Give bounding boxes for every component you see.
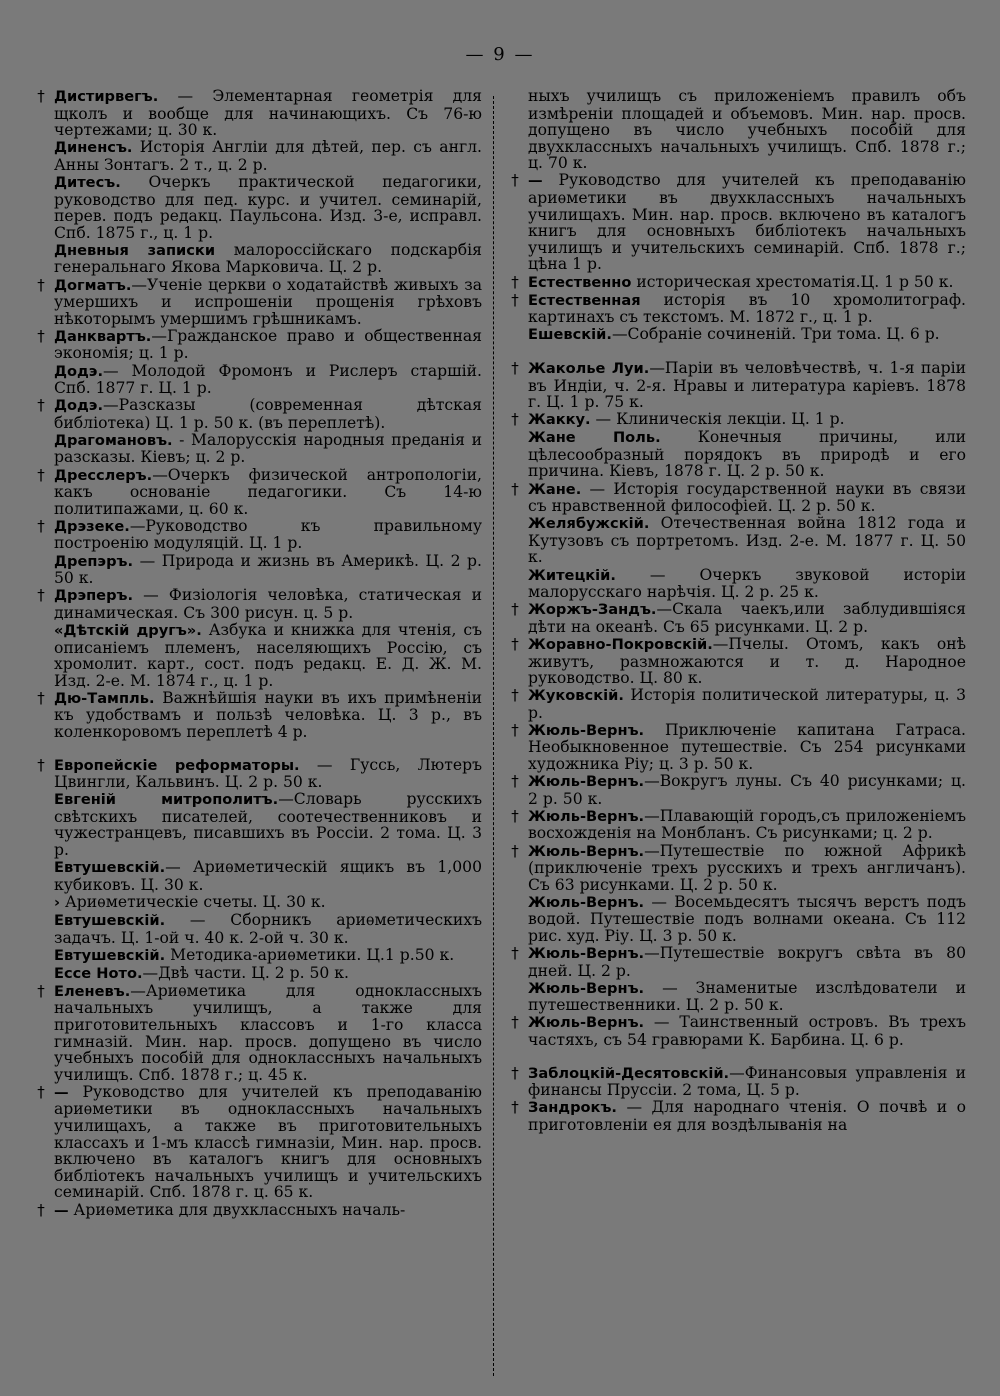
- catalog-entry: [32, 553, 482, 587]
- entry-description: Руководство для учителей къ преподаванію ариѳметики въ двухклассныхъ начальныхъ училищахъ. Мин. нар. просв. включено въ каталогъ книгъ для основныхъ библіотекъ начальныхъ училищъ и учительскихъ семинарій. Спб. 1878 г.; цѣна 1 р.: [528, 171, 966, 274]
- entry-description: —Разсказы (современная дѣтская библіотека) Ц. 1 р. 50 к. (въ переплетѣ).: [54, 396, 482, 432]
- entry-author: Жуковскій.: [528, 687, 624, 705]
- catalog-entry: [32, 757, 482, 791]
- entry-description: Руководство для учителей къ преподаванію ариѳметики въ одноклассныхъ начальныхъ училищахъ, а также въ приготовительныхъ классахъ и 1-мъ классѣ гимназіи, Мин. нар. просв. включено въ каталогъ книгъ для основныхъ библіотекъ начальныхъ училищъ и учительскихъ семинарій. Спб. 1878 г. ц. 65 к.: [54, 1082, 482, 1202]
- catalog-entry: [506, 945, 966, 979]
- entry-author: Додэ.: [54, 397, 104, 415]
- entry-author: Естественно: [528, 273, 632, 291]
- catalog-entry: [32, 432, 482, 466]
- entry-author: Жоржъ-Зандъ.: [528, 601, 657, 619]
- entry-description: малороссійскаго подскарбія генеральнаго Якова Марковича. Ц. 2 р.: [54, 240, 482, 277]
- dagger-mark: †: [37, 516, 45, 535]
- entry-author: Жаколье Луи.: [528, 359, 650, 377]
- dagger-mark: †: [511, 806, 519, 825]
- entry-description: — Элементарная геометрія для щколъ и вообще для начинающихъ. Съ 76-ю чертежами; ц. 30 к.: [54, 87, 482, 140]
- entry-description: —Ариѳметика для одноклассныхъ начальныхъ училищъ, а также для приготовительныхъ классовъ и 1-го класса гимназій. Мин. нар. просв. допущено въ число учебныхъ пособій для одноклассныхъ начальныхъ училищъ. Спб. 1878 г.; ц. 45 к.: [54, 981, 482, 1084]
- catalog-entry: [32, 363, 482, 397]
- entry-author: Додэ.: [54, 362, 104, 380]
- entry-author: Желябужскій.: [528, 515, 650, 533]
- dagger-mark: †: [511, 290, 519, 309]
- dagger-mark: †: [37, 586, 45, 605]
- catalog-entry: [32, 690, 482, 741]
- catalog-entry: [32, 947, 482, 965]
- entry-author: Жюль-Вернъ.: [528, 807, 645, 825]
- catalog-entry: [32, 587, 482, 621]
- catalog-entry: [32, 859, 482, 893]
- entry-description: — Природа и жизнь въ Америкѣ. Ц. 2 р. 50 к.: [54, 551, 482, 588]
- entry-author: Данквартъ.: [54, 327, 152, 345]
- dagger-mark: †: [511, 358, 519, 377]
- entry-author: Евтушевскій.: [54, 946, 166, 964]
- entry-description: ныхъ училищъ съ приложеніемъ правилъ объ измѣреніи площадей и объемовъ. Мин. нар. просв. допущено въ число учебныхъ пособій для двухклассныхъ начальныхъ училищъ. Спб. 1878 г.; ц. 70 к.: [528, 87, 966, 173]
- catalog-entry: [506, 980, 966, 1014]
- catalog-entry: [506, 292, 966, 326]
- entry-description: —Пчелы. Отомъ, какъ онѣ живутъ, размножаются и т. д. Народное руководство. Ц. 80 к.: [528, 634, 966, 688]
- catalog-entry: [32, 791, 482, 858]
- entry-author: Дитесъ.: [54, 173, 121, 191]
- entry-description: —Путешествіе по южной Африкѣ (приключеніе трехъ русскихъ и трехъ англичанъ). Съ 63 рисунками. Ц. 2 р. 50 к.: [528, 841, 966, 894]
- entry-description: Очеркъ практической педагогики, руководство для пед. курс. и учител. семинарій, перев. подъ редакц. Паульсона. Изд. 3-е, исправл. Спб. 1875 г., ц. 1 р.: [54, 172, 482, 242]
- dagger-mark: †: [37, 396, 45, 415]
- entry-description: исторія въ 10 хромолитограф. картинахъ съ текстомъ. М. 1872 г., ц. 1 р.: [528, 290, 966, 327]
- entry-author: Естественная: [528, 291, 641, 309]
- entry-author: Догматъ.: [54, 276, 132, 294]
- catalog-entry: [32, 242, 482, 276]
- entry-description: —Словарь русскихъ свѣтскихъ писателей, соотечественниковъ и чужестранцевъ, писавшихъ въ Россіи. 2 тома. Ц. 3 р.: [54, 790, 482, 860]
- entry-description: — Сборникъ ариѳметическихъ задачъ. Ц. 1-ой ч. 40 к. 2-ой ч. 30 к.: [54, 910, 482, 947]
- entry-description: — Для народнаго чтенія. О почвѣ и о приготовленіи ея для воздѣлыванія на: [528, 1098, 966, 1134]
- entry-description: — Ариѳметическій ящикъ въ 1,000 кубиковъ. Ц. 30 к.: [54, 858, 482, 894]
- entry-description: —Гражданское право и общественная экономія; ц. 1 р.: [54, 326, 482, 363]
- entry-author: Еленевъ.: [54, 982, 131, 1000]
- dagger-mark: †: [511, 272, 519, 291]
- entry-author: Жюль-Вернъ.: [528, 893, 645, 911]
- entry-description: —Вокругъ луны. Съ 40 рисунками; ц. 2 р. 50 к.: [528, 772, 966, 808]
- entry-description: Методика-ариѳметики. Ц.1 р.50 к.: [165, 945, 455, 964]
- entry-description: Ариѳметическіе счеты. Ц. 30 к.: [60, 892, 326, 911]
- column-divider: [493, 96, 494, 1376]
- dagger-mark: †: [511, 479, 519, 498]
- catalog-entry: [506, 1014, 966, 1048]
- dagger-mark: †: [511, 600, 519, 619]
- catalog-entry: [506, 687, 966, 721]
- entry-author: Драгомановъ.: [54, 431, 173, 449]
- entry-description: —Двѣ части. Ц. 2 р. 50 к.: [142, 963, 350, 982]
- entry-author: Житецкій.: [528, 566, 616, 584]
- catalog-entry: [32, 1202, 482, 1220]
- catalog-entry: [32, 1084, 482, 1201]
- dagger-mark: †: [37, 275, 45, 294]
- catalog-entry: [506, 360, 966, 411]
- dagger-mark: †: [511, 1098, 519, 1117]
- entry-author: Дневныя записки: [54, 241, 216, 259]
- entry-description: Исторія политической литературы, ц. 3 р.: [528, 686, 966, 722]
- entry-description: Приключеніе капитана Гатраса. Необыкновенное путешествіе. Съ 254 рисунками художника Ріу; ц. 3 р. 50 к.: [528, 720, 966, 774]
- catalog-entry: [506, 326, 966, 344]
- entry-author: Дистирвегъ.: [54, 88, 159, 105]
- catalog-entry: [506, 567, 966, 601]
- entry-description: историческая хрестоматія.Ц. 1 р 50 к.: [631, 272, 954, 291]
- catalog-entry: [506, 88, 966, 172]
- catalog-entry: [506, 773, 966, 807]
- catalog-entry: [32, 467, 482, 518]
- dagger-mark: †: [511, 720, 519, 739]
- entry-author: Диненсъ.: [54, 139, 133, 157]
- entry-author: —: [54, 1083, 69, 1101]
- entry-author: —: [54, 1201, 69, 1219]
- dagger-mark: †: [511, 410, 519, 429]
- entry-description: —Паріи въ человѣчествѣ, ч. 1-я паріи въ Индіи, ч. 2-я. Нравы и литература каріевъ. 1878 г. Ц. 1 р. 75 к.: [528, 358, 966, 412]
- dagger-mark: †: [511, 686, 519, 705]
- entry-author: Жюль-Вернъ.: [528, 773, 645, 791]
- dagger-mark: †: [511, 1013, 519, 1032]
- dagger-mark: †: [511, 772, 519, 791]
- entry-description: —Путешествіе вокругъ свѣта въ 80 дней. Ц. 2 р.: [528, 944, 966, 980]
- entry-description: Конечныя причины, или цѣлесообразный порядокъ въ природѣ и его причина. Кіевъ, 1878 г. Ц. 2 р. 50 к.: [528, 428, 966, 481]
- entry-description: —Собраніе сочиненій. Три тома. Ц. 6 р.: [611, 325, 940, 344]
- entry-author: Дрэзеке.: [54, 517, 130, 535]
- catalog-entry: [32, 277, 482, 328]
- entry-description: Ариѳметика для двухклассныхъ началь-: [68, 1200, 406, 1219]
- dagger-mark: †: [37, 1200, 45, 1219]
- entry-author: Ессе Ното.: [54, 964, 143, 982]
- catalog-entry: [506, 481, 966, 515]
- entry-description: - Малорусскія народныя преданія и разсказы. Кіевъ; ц. 2 р.: [54, 430, 482, 467]
- entry-author: Жюль-Вернъ.: [528, 721, 645, 739]
- page-number: — 9 —: [465, 44, 535, 65]
- entry-description: —Очеркъ физической антропологіи, какъ основаніе педагогики. Съ 14-ю политипажами, ц. 60 к.: [54, 465, 482, 518]
- catalog-entry: [506, 722, 966, 773]
- entry-description: Азбука и книжка для чтенія, съ описаніемъ племенъ, населяющихъ Россію, съ хромолит. карт., сост. подъ редакц. Е. Д. Ж. М. Изд. 2-е. М. 1874 г., ц. 1 р.: [54, 620, 482, 690]
- catalog-entry: [506, 411, 966, 429]
- entry-description: — Физіологія человѣка, статическая и динамическая. Съ 300 рисун. ц. 5 р.: [54, 586, 482, 622]
- entry-author: Дрэперъ.: [54, 587, 134, 605]
- catalog-entry: [506, 429, 966, 480]
- entry-description: — Клиническія лекціи. Ц. 1 р.: [590, 410, 845, 429]
- left-column: [32, 88, 482, 1220]
- entry-author: Евтушевскій.: [54, 859, 166, 877]
- catalog-entry: [32, 912, 482, 946]
- catalog-entry: [506, 808, 966, 842]
- dagger-mark: †: [511, 944, 519, 963]
- entry-author: Жане.: [528, 480, 582, 498]
- entry-author: Жюль-Вернъ.: [528, 1014, 645, 1032]
- entry-description: —Финансовыя управленія и финансы Пруссіи. 2 тома, Ц. 5 р.: [528, 1063, 966, 1100]
- entry-description: — Восемьдесятъ тысячъ верстъ подъ водой. Путешествіе подъ волнами океана. Съ 112 рис. худ. Ріу. Ц. 3 р. 50 к.: [528, 892, 966, 945]
- dagger-mark: †: [511, 171, 519, 190]
- entry-description: — Гуссь, Лютеръ Цвингли, Кальвинъ. Ц. 2 р. 50 к.: [54, 755, 482, 792]
- dagger-mark: †: [37, 87, 45, 105]
- dagger-mark: †: [37, 688, 45, 707]
- entry-description: — Знаменитые изслѣдователи и путешественники. Ц. 2 р. 50 к.: [528, 978, 966, 1015]
- catalog-entry: [506, 843, 966, 894]
- catalog-entry: [32, 174, 482, 241]
- catalog-entry: [506, 274, 966, 292]
- entry-author: Ешевскій.: [528, 326, 612, 344]
- entry-author: Европейскіе реформаторы.: [54, 756, 300, 774]
- catalog-entry: [506, 1099, 966, 1133]
- catalog-entry: [32, 894, 482, 912]
- entry-author: «Дѣтскій другъ».: [54, 621, 202, 639]
- entry-description: — Молодой Фромонъ и Рислеръ старшій. Спб. 1877 г. Ц. 1 р.: [54, 361, 482, 398]
- catalog-entry: [506, 515, 966, 566]
- catalog-entry: [32, 518, 482, 552]
- dagger-mark: †: [37, 326, 45, 345]
- entry-description: — Таинственный островъ. Въ трехъ частяхъ, съ 54 гравюрами К. Барбина. Ц. 6 р.: [528, 1013, 966, 1050]
- dagger-mark: †: [511, 1063, 519, 1082]
- catalog-entry: [32, 397, 482, 431]
- entry-author: Евгеній митрополитъ.: [54, 791, 279, 809]
- dagger-mark: †: [37, 981, 45, 1000]
- entry-author: Жоравно-Покровскій.: [528, 635, 713, 653]
- entry-description: — Очеркъ звуковой исторіи малорусскаго нарѣчія. Ц. 2 р. 25 к.: [528, 565, 966, 602]
- catalog-entry: [32, 88, 482, 139]
- entry-description: —Скала чаекъ,или заблудившіяся дѣти на океанѣ. Съ 65 рисунками. Ц. 2 р.: [528, 600, 966, 636]
- entry-author: Евтушевскій.: [54, 911, 166, 929]
- catalog-entry: [32, 983, 482, 1084]
- catalog-entry: [506, 636, 966, 687]
- entry-author: Дю-Тампль.: [54, 689, 155, 707]
- catalog-entry: [32, 328, 482, 362]
- entry-description: Важнѣйшія науки въ ихъ примѣненіи къ удобствамъ и пользѣ человѣка. Ц. 3 р., въ коленкоровомъ переплетѣ 4 р.: [54, 688, 482, 741]
- catalog-entry: [32, 139, 482, 173]
- entry-description: Исторія Англіи для дѣтей, пер. съ англ. Анны Зонтагъ. 2 т., ц. 2 р.: [54, 138, 482, 174]
- catalog-entry: [32, 965, 482, 983]
- right-column: [506, 88, 966, 1134]
- entry-author: Жане Поль.: [528, 429, 661, 447]
- entry-author: —: [528, 172, 543, 190]
- entry-author: Жюль-Вернъ.: [528, 979, 645, 997]
- entry-author: Дресслеръ.: [54, 466, 153, 484]
- entry-description: —Руководство къ правильному построенію модуляцій. Ц. 1 р.: [54, 516, 482, 553]
- entry-description: —Ученіе церкви о ходатайствѣ живыхъ за умершихъ и испрошеніи прощенія грѣховъ нѣкоторымъ умершимъ грѣшникамъ.: [54, 275, 482, 328]
- entry-description: —Плавающій городъ,съ приложеніемъ восхожденія на Монбланъ. Съ рисунками; ц. 2 р.: [528, 806, 966, 843]
- dagger-mark: †: [511, 841, 519, 860]
- entry-author: Жюль-Вернъ.: [528, 842, 645, 860]
- catalog-entry: [32, 622, 482, 689]
- entry-author: Зандрокъ.: [528, 1099, 617, 1117]
- entry-author: Заблоцкій-Десятовскій.: [528, 1064, 730, 1082]
- entry-description: Отечественная война 1812 года и Кутузовъ съ портретомъ. Изд. 2-е. М. 1877 г. Ц. 50 к.: [528, 514, 966, 567]
- entry-description: — Исторія государственной науки въ связи съ нравственной философіей. Ц. 2 р. 50 к.: [528, 479, 966, 516]
- dagger-mark: †: [511, 634, 519, 653]
- catalog-entry: [506, 1065, 966, 1099]
- entry-author: ›: [54, 893, 61, 911]
- dagger-mark: †: [37, 755, 45, 774]
- catalog-entry: [506, 894, 966, 945]
- entry-author: Дрепэръ.: [54, 552, 134, 570]
- dagger-mark: †: [37, 465, 45, 484]
- catalog-entry: [506, 172, 966, 273]
- catalog-entry: [506, 601, 966, 635]
- entry-author: Жюль-Вернъ.: [528, 945, 645, 963]
- entry-author: Жакку.: [528, 411, 591, 429]
- dagger-mark: †: [37, 1082, 45, 1101]
